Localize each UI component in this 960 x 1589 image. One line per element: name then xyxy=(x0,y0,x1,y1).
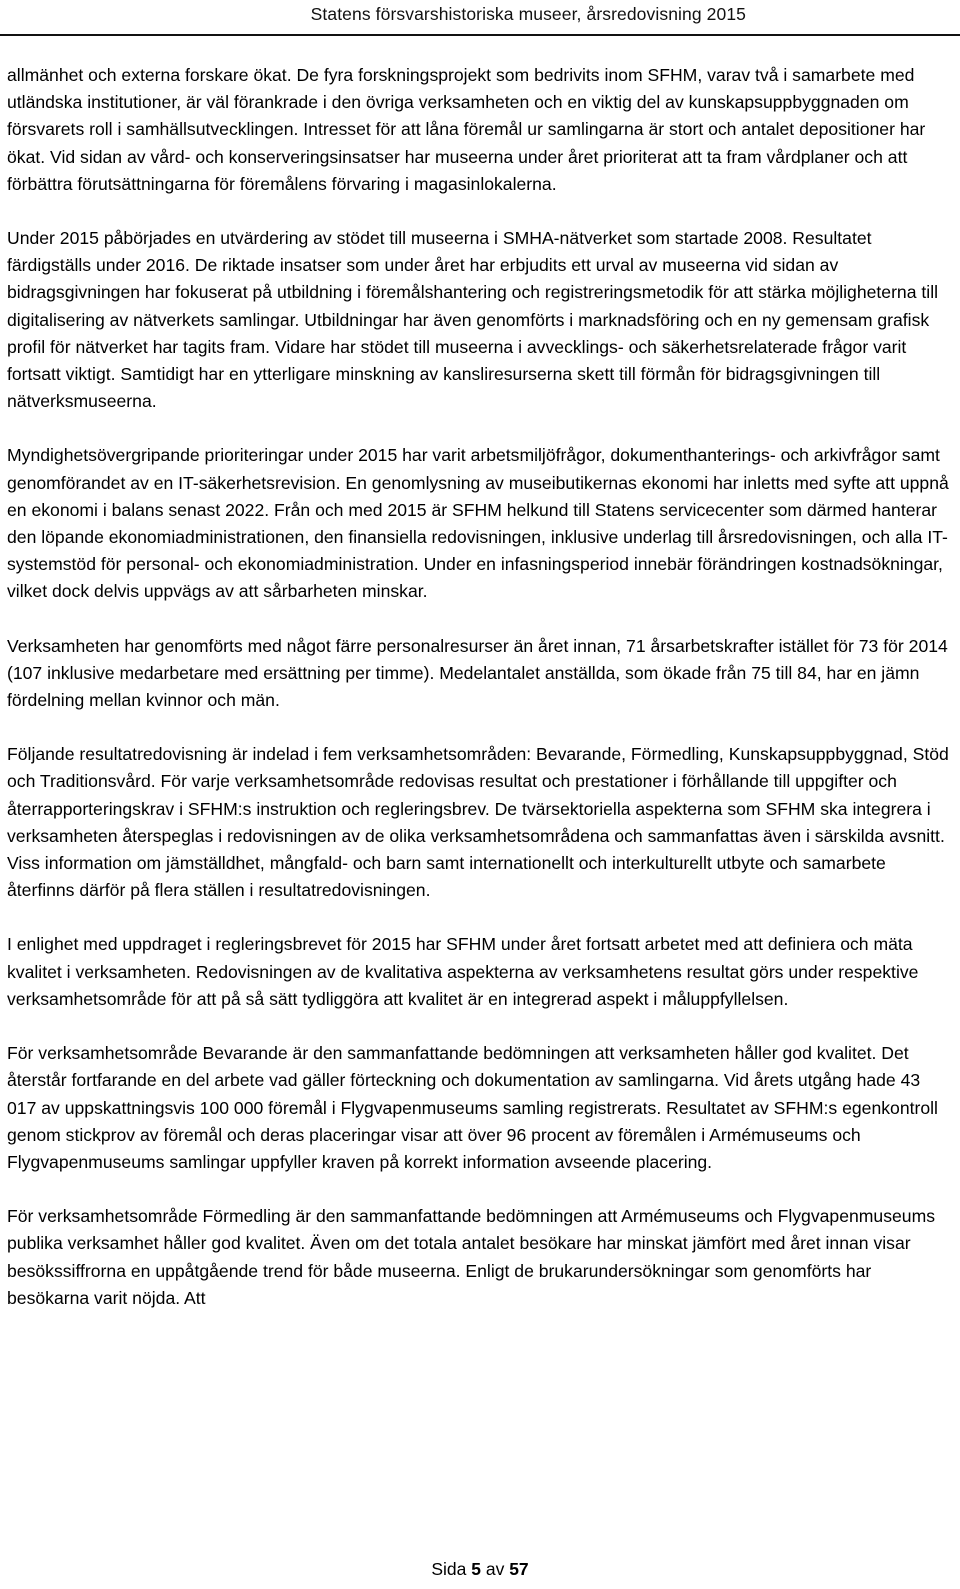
paragraph: Följande resultatredovisning är indelad i fem verksamhetsområden: Bevarande, Förmedling, Kunskapsuppbyggnad, Stöd och Traditionsvård. För varje verksamhetsområde redovisas resultat och prestationer i förhållande till uppgifter och återrapporteringskrav i SFHM:s instruktion och regleringsbrev. De tvärsektoriella aspekterna som SFHM ska integrera i verksamheten återspeglas i redovisningen av de olika verksamhetsområdena och sammanfattas även i särskilda avsnitt. Viss information om jämställdhet, mångfald- och barn samt internationellt och interkulturellt utbyte och samarbete återfinns därför på flera ställen i resultatredovisningen. xyxy=(7,744,949,901)
document-title: Statens försvarshistoriska museer, årsredovisning 2015 xyxy=(310,4,746,24)
paragraph: allmänhet och externa forskare ökat. De fyra forskningsprojekt som bedrivits inom SFHM, varav två i samarbete med utländska institutioner, är väl förankrade i den övriga verksamheten och en viktig del av kunskapsuppbyggnaden om försvarets roll i samhällsutvecklingen. Intresset för att låna föremål ur samlingarna är stort och antalet depositioner har ökat. Vid sidan av vård- och konserveringsinsatser har museerna under året prioriterat att ta fram vårdplaner och att förbättra förutsättningarna för föremålens förvaring i magasinlokalerna. xyxy=(7,65,926,194)
page-number-footer xyxy=(0,1557,960,1581)
paragraph: Verksamheten har genomförts med något färre personalresurser än året innan, 71 årsarbetskrafter istället för 73 för 2014 (107 inklusive medarbetare med ersättning per timme). Medelantalet anställda, som ökade från 75 till 84, har en jämn fördelning mellan kvinnor och män. xyxy=(7,635,948,711)
page-header xyxy=(0,4,960,25)
paragraph: Myndighetsövergripande prioriteringar under 2015 har varit arbetsmiljöfrågor, dokumenthanterings- och arkivfrågor samt genomförandet av en IT-säkerhetsrevision. En genomlysning av museibutikernas ekonomi har inletts med syfte att uppnå en ekonomi i balans senast 2022. Från och med 2015 är SFHM helkund till Statens servicecenter som därmed hanterar den löpande ekonomiadministrationen, den finansiella redovisningen, inklusive underlag till årsredovisningen, och alla IT-systemstöd för personal- och ekonomiadministration. Under en infasningsperiod innebär förändringen kostnadsökningar, vilket dock delvis uppvägs av att sårbarheten minskar. xyxy=(7,445,949,602)
paragraph: För verksamhetsområde Förmedling är den sammanfattande bedömningen att Armémuseums och Flygvapenmuseums publika verksamhet håller god kvalitet. Även om det totala antalet besökare har minskat jämfört med året innan visar besökssiffrorna en uppåtgående trend för både museerna. Enligt de brukarundersökningar som genomförts har besökarna varit nöjda. Att xyxy=(7,1206,936,1308)
total-pages: 57 xyxy=(509,1559,529,1579)
paragraph: Under 2015 påbörjades en utvärdering av stödet till museerna i SMHA-nätverket som startade 2008. Resultatet färdigställs under 2016. De riktade insatser som under året har erbjudits ett urval av museerna vid sidan av bidragsgivningen har fokuserat på utbildning i föremålshantering och registreringsmetodik för att stärka möjligheterna till digitalisering av nätverkets samlingar. Utbildningar har även genomförts i marknadsföring och en ny gemensam grafisk profil för nätverket har tagits fram. Vidare har stödet till museerna i avvecklings- och säkerhetsrelaterade frågor varit fortsatt viktigt. Samtidigt har en ytterligare minskning av kansliresurserna skett till förmån för bidragsgivningen till nätverksmuseerna. xyxy=(7,228,939,412)
page-separator: av xyxy=(485,1559,505,1579)
body-text xyxy=(7,62,952,1312)
paragraph: För verksamhetsområde Bevarande är den sammanfattande bedömningen att verksamheten håller god kvalitet. Det återstår fortfarande en del arbete vad gäller förteckning och dokumentation av samlingarna. Vid årets utgång hade 43 017 av uppskattningsvis 100 000 föremål i Flygvapenmuseums samling registrerats. Resultatet av SFHM:s egenkontroll genom stickprov av föremål och deras placeringar visar att över 96 procent av föremålen i Armémuseums och Flygvapenmuseums samlingar uppfyller kraven på korrekt information avseende placering. xyxy=(7,1043,938,1172)
header-divider xyxy=(0,34,960,36)
page-label: Sida xyxy=(431,1559,467,1579)
paragraph: I enlighet med uppdraget i regleringsbrevet för 2015 har SFHM under året fortsatt arbetet med att definiera och mäta kvalitet i verksamheten. Redovisningen av de kvalitativa aspekterna av verksamhetens resultat görs under respektive verksamhetsområde för att på så sätt tydliggöra att kvalitet är en integrerad aspekt i måluppfyllelsen. xyxy=(7,934,919,1009)
current-page-number: 5 xyxy=(471,1559,481,1579)
